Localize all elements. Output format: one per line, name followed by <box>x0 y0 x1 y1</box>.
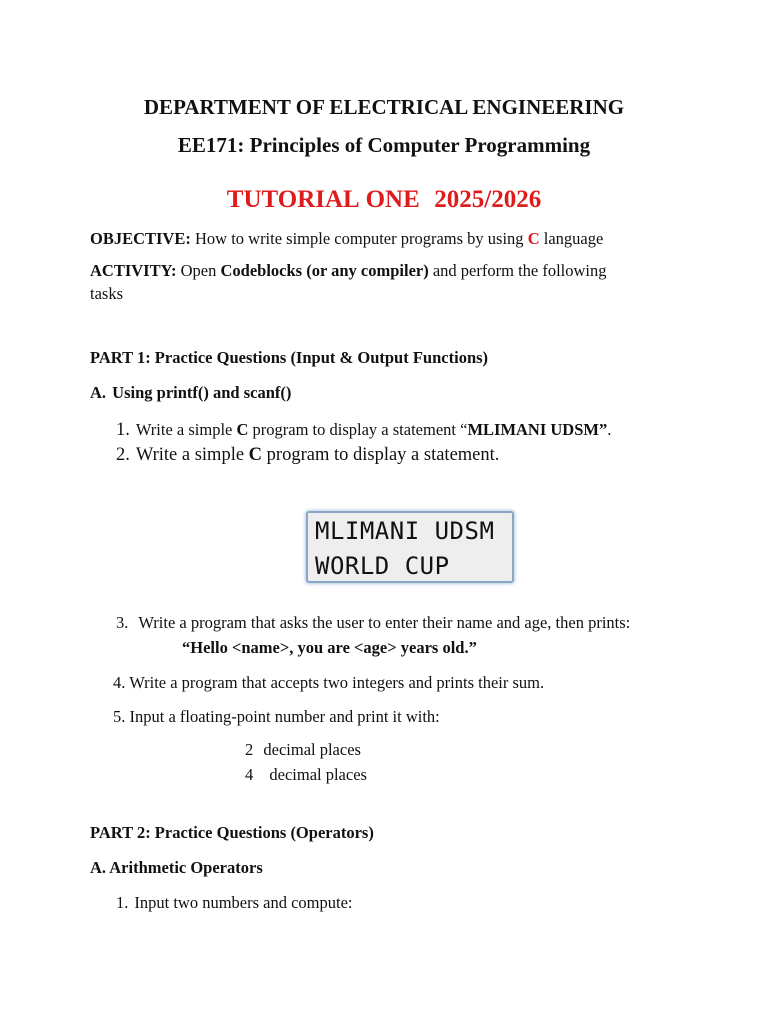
option-label: decimal places <box>263 740 361 759</box>
part1-question-4: 4. Write a program that accepts two integers and prints their sum. <box>113 673 545 692</box>
q1-bold-text: MLIMANI UDSM” <box>467 420 608 439</box>
objective-line <box>90 227 603 250</box>
option-number: 2 <box>245 740 254 759</box>
part2-title: PART 2: Practice Questions (Operators) <box>90 823 374 842</box>
part2-question-1 <box>116 893 353 913</box>
question-number: 3. <box>116 613 129 632</box>
q1-before: Write a simple <box>135 420 233 439</box>
console-line-2: WORLD CUP <box>315 552 450 580</box>
question-number: 1. <box>116 893 129 912</box>
part1-title: PART 1: Practice Questions (Input & Output Functions) <box>90 348 489 367</box>
activity-line-2: tasks <box>90 284 123 303</box>
part1-question-3 <box>116 613 630 633</box>
activity-line <box>90 259 607 282</box>
part1-section-title: Using printf() and scanf() <box>112 383 292 402</box>
part2-q1-text: Input two numbers and compute: <box>134 893 353 912</box>
decimal-option-1 <box>245 740 361 760</box>
department-title: DEPARTMENT OF ELECTRICAL ENGINEERING <box>143 95 625 119</box>
part1-section-a <box>90 383 291 403</box>
q1-after: . <box>607 420 612 439</box>
question-number: 2. <box>116 445 130 465</box>
console-output-box <box>306 511 514 583</box>
decimal-option-2 <box>245 765 367 785</box>
option-number: 4 <box>245 765 254 784</box>
objective-text-after: language <box>543 229 604 248</box>
option-label: decimal places <box>269 765 367 784</box>
q1-middle: program to display a statement “ <box>252 420 468 439</box>
part1-question-5: 5. Input a floating-point number and print it with: <box>113 707 440 726</box>
part1-question-1 <box>116 420 611 441</box>
activity-text-before: Open <box>180 261 217 280</box>
activity-bold: Codeblocks (or any compiler) <box>220 261 429 280</box>
course-title: EE171: Principles of Computer Programming <box>177 133 591 157</box>
question-number: 1. <box>116 420 130 440</box>
objective-text-before: How to write simple computer programs by using <box>194 229 524 248</box>
part1-question-3-output: “Hello <name>, you are <age> years old.” <box>182 638 477 657</box>
part1-question-2 <box>116 445 499 466</box>
tutorial-title: TUTORIAL ONE 2025/2026 <box>226 186 542 213</box>
q2-bold-c: C <box>248 445 263 465</box>
activity-text-after: and perform the following <box>432 261 607 280</box>
q1-bold-c: C <box>236 420 249 439</box>
objective-highlight: C <box>527 229 540 248</box>
part1-section-letter: A. <box>90 383 107 402</box>
objective-label: OBJECTIVE: <box>90 229 191 248</box>
q2-before: Write a simple <box>135 445 245 465</box>
console-line-1: MLIMANI UDSM <box>315 517 495 545</box>
activity-label: ACTIVITY: <box>90 261 177 280</box>
q3-text: Write a program that asks the user to enter their name and age, then prints: <box>138 613 631 632</box>
q2-after: program to display a statement. <box>266 445 500 465</box>
part2-section-a: A. Arithmetic Operators <box>90 858 263 877</box>
